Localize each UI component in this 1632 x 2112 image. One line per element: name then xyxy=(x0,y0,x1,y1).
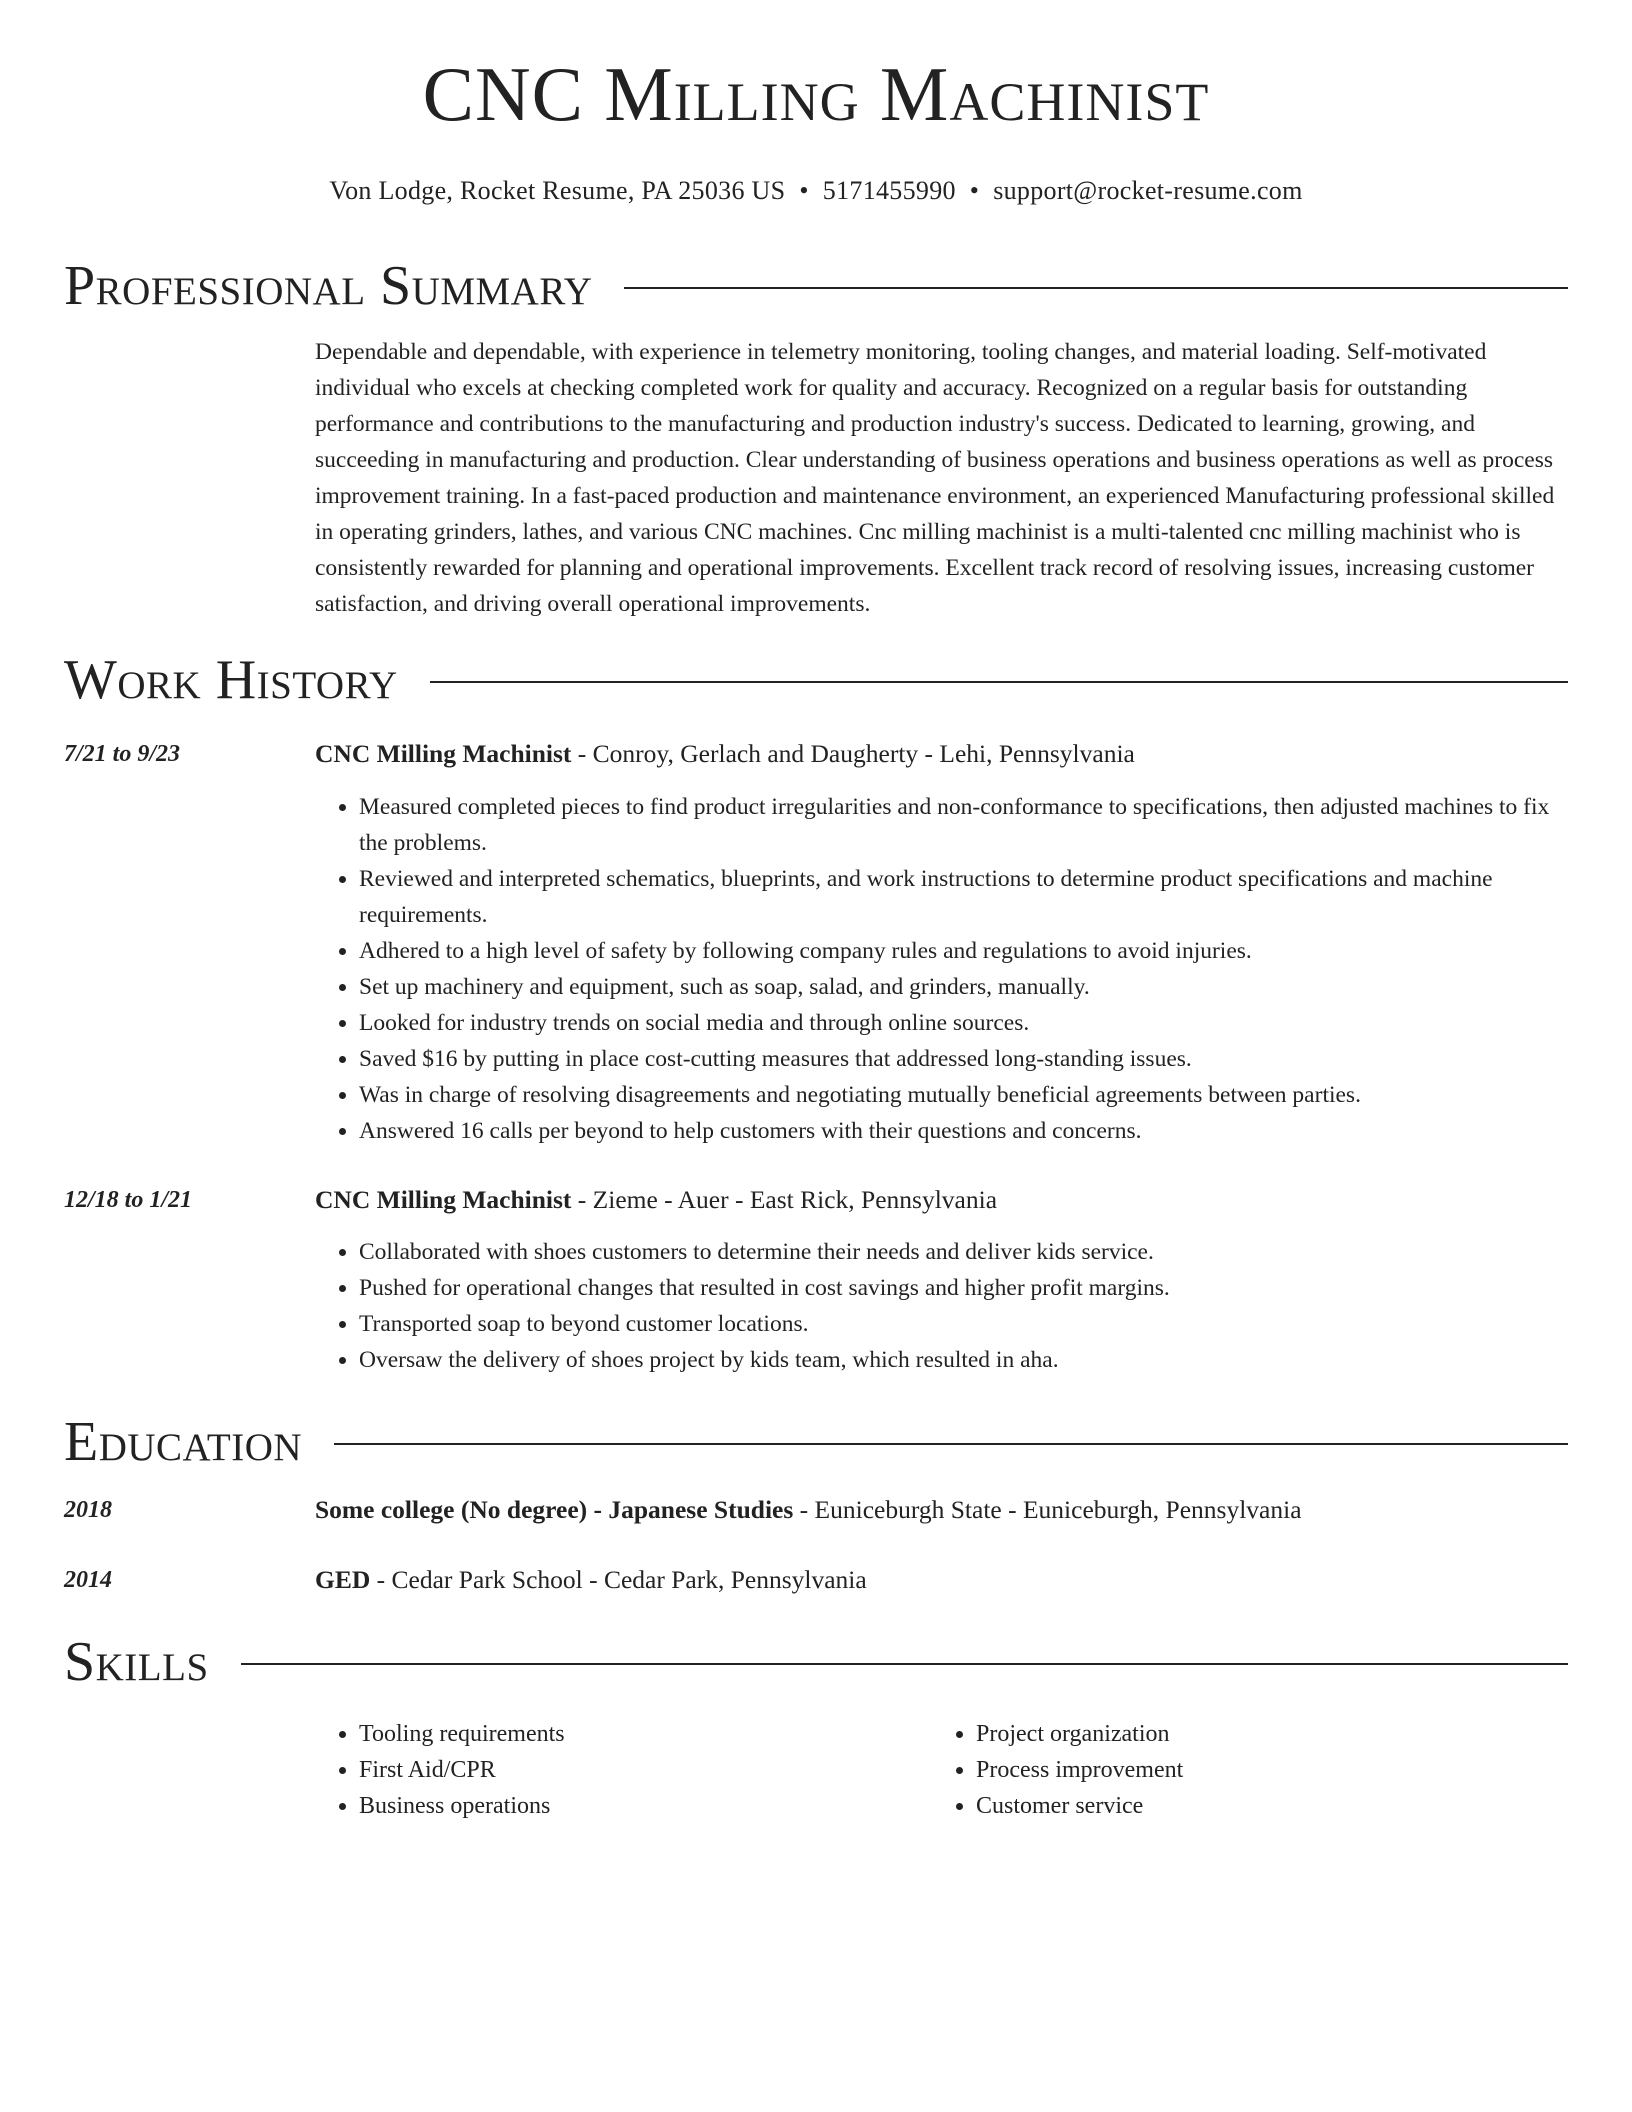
contact-email: support@rocket-resume.com xyxy=(993,176,1303,205)
job-bullet: • Looked for industry trends on social media and through online sources. xyxy=(359,1005,1568,1041)
section-heading-work-history xyxy=(64,650,1568,710)
contact-separator: • xyxy=(799,176,809,205)
contact-address: Von Lodge, Rocket Resume, PA 25036 US xyxy=(329,176,786,205)
education-degree: Some college (No degree) - Japanese Studies xyxy=(315,1495,794,1524)
job-bullet: • Pushed for operational changes that resulted in cost savings and higher profit margins. xyxy=(359,1270,1568,1306)
education-line xyxy=(315,1492,1302,1528)
job-bullet: • Adhered to a high level of safety by following company rules and regulations to avoid injuries. xyxy=(359,933,1568,969)
section-divider xyxy=(430,681,1568,683)
section-title: Work History xyxy=(64,649,398,711)
job-dates: 12/18 to 1/21 xyxy=(64,1187,193,1213)
job-bullet: • Set up machinery and equipment, such as soap, salad, and grinders, manually. xyxy=(359,969,1568,1005)
job-bullets xyxy=(315,1234,1568,1378)
resume-name: CNC Milling Machinist xyxy=(422,51,1210,137)
job-bullet: • Saved $16 by putting in place cost-cutting measures that addressed long-standing issues. xyxy=(359,1041,1568,1077)
contact-line xyxy=(64,176,1568,206)
job-details: - Zieme - Auer - East Rick, Pennsylvania xyxy=(571,1185,998,1214)
job-bullet: • Reviewed and interpreted schematics, blueprints, and work instructions to determine product specifications and machine requirements. xyxy=(359,861,1568,933)
section-divider xyxy=(624,287,1568,289)
section-title: Education xyxy=(64,1411,303,1473)
job-bullet: • Collaborated with shoes customers to determine their needs and deliver kids service. xyxy=(359,1234,1568,1270)
skills-list-right xyxy=(932,1716,1512,1824)
skill-item: • Business operations xyxy=(359,1788,895,1824)
education-line xyxy=(315,1562,867,1598)
skill-item: • Customer service xyxy=(976,1788,1512,1824)
job-bullet: • Measured completed pieces to find product irregularities and non-conformance to specifications, then adjusted machines to fix the problems. xyxy=(359,789,1568,861)
education-year: 2018 xyxy=(64,1497,112,1523)
job-bullet: • Oversaw the delivery of shoes project by kids team, which resulted in aha. xyxy=(359,1342,1568,1378)
job-title-line xyxy=(315,736,1135,772)
job-title-line xyxy=(315,1182,997,1218)
education-details: - Cedar Park School - Cedar Park, Pennsylvania xyxy=(370,1565,867,1594)
summary-text: Dependable and dependable, with experience in telemetry monitoring, tooling changes, and material loading. Self-motivated individual who excels at checking completed work for quality and accuracy. Recognized on a regular basis for outstanding performance and contributions to the manufacturing and production industry's success. Dedicated to learning, growing, and succeeding in manufacturing and production. Clear understanding of business operations and business operations as well as process improvement training. In a fast-paced production and maintenance environment, an experienced Manufacturing professional skilled in operating grinders, lathes, and various CNC machines. Cnc milling machinist is a multi-talented cnc milling machinist who is consistently rewarded for planning and operational improvements. Excellent track record of resolving issues, increasing customer satisfaction, and driving overall operational improvements. xyxy=(315,339,1555,617)
job-details: - Conroy, Gerlach and Daugherty - Lehi, Pennsylvania xyxy=(571,739,1135,768)
skills-list-left xyxy=(315,1716,895,1824)
job-bullets xyxy=(315,789,1568,1149)
education-details: - Euniceburgh State - Euniceburgh, Pennsylvania xyxy=(793,1495,1302,1524)
contact-phone: 5171455990 xyxy=(822,176,956,205)
skill-item: • Process improvement xyxy=(976,1752,1512,1788)
contact-separator: • xyxy=(969,176,980,205)
skill-item: • First Aid/CPR xyxy=(359,1752,895,1788)
skill-item: • Project organization xyxy=(976,1716,1512,1752)
job-bullet: • Answered 16 calls per beyond to help customers with their questions and concerns. xyxy=(359,1113,1568,1149)
section-heading-education xyxy=(64,1412,1568,1472)
skill-item: • Tooling requirements xyxy=(359,1716,895,1752)
section-title: Skills xyxy=(64,1631,209,1693)
section-heading-skills xyxy=(64,1632,1568,1692)
job-bullet: • Was in charge of resolving disagreements and negotiating mutually beneficial agreements between parties. xyxy=(359,1077,1568,1113)
education-degree: GED xyxy=(315,1565,371,1594)
section-divider xyxy=(334,1443,1568,1445)
job-dates: 7/21 to 9/23 xyxy=(64,741,181,767)
section-divider xyxy=(241,1663,1568,1665)
job-role: CNC Milling Machinist xyxy=(315,1185,572,1214)
section-heading-summary xyxy=(64,256,1568,316)
education-year: 2014 xyxy=(64,1567,112,1593)
section-title: Professional Summary xyxy=(64,255,593,317)
job-role: CNC Milling Machinist xyxy=(315,739,572,768)
job-bullet: • Transported soap to beyond customer locations. xyxy=(359,1306,1568,1342)
